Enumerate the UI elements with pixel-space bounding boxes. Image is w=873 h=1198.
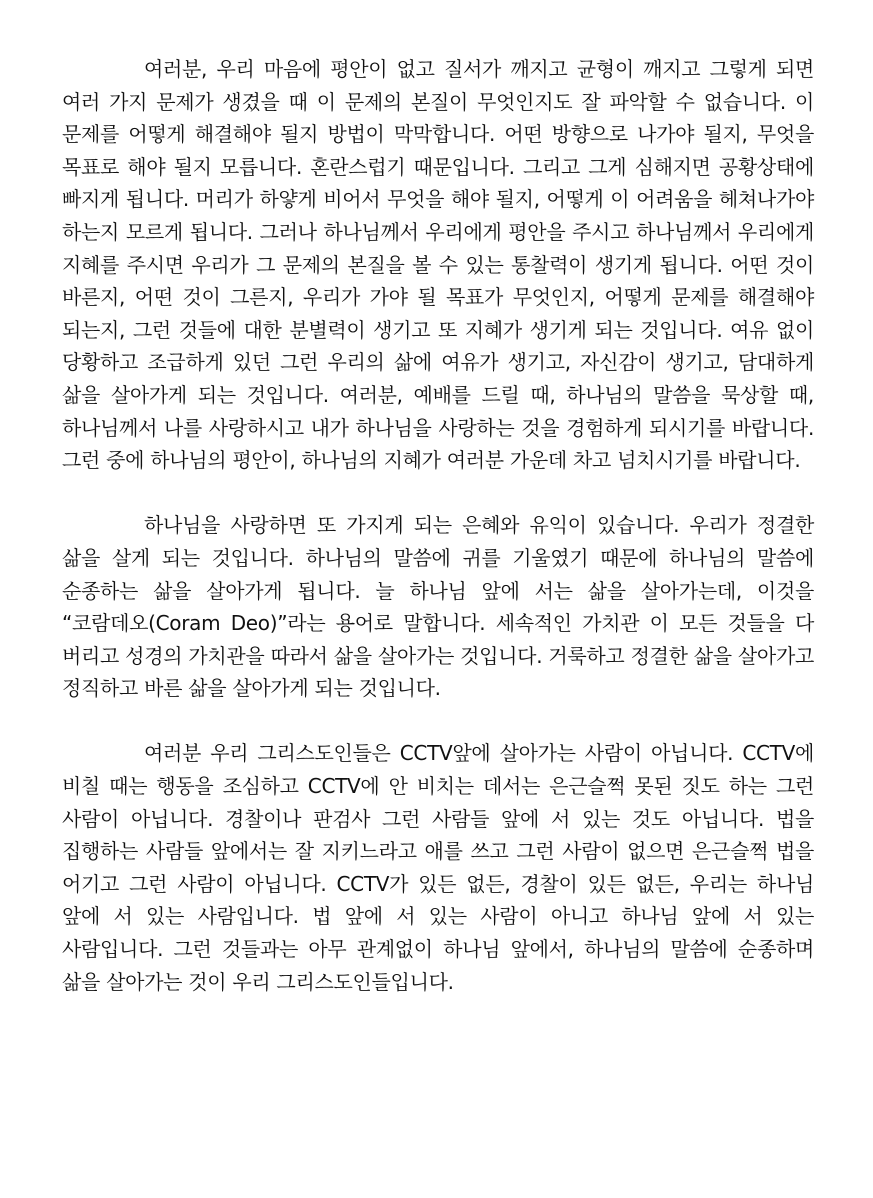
- paragraph-cctv: 여러분 우리 그리스도인들은 CCTV앞에 살아가는 사람이 아닙니다. CCTV에 비칠 때는 행동을 조심하고 CCTV에 안 비치는 데서는 은근슬쩍 못된 짓도 하는 그런 사람이 아닙니다. 경찰이나 판검사 그런 사람들 앞에 서 있는 것도 아닙니다. 법을 집행하는 사람들 앞에서는 잘 지키느라고 애를 쓰고 그런 사람이 없으면 은근슬쩍 법을 어기고 그런 사람이 아닙니다. CCTV가 있든 없든, 경찰이 있든 없든, 우리는 하나님 앞에 서 있는 사람입니다. 법 앞에 서 있는 사람이 아니고 하나님 앞에 서 있는 사람입니다. 그런 것들과는 아무 관계없이 하나님 앞에서, 하나님의 말씀에 순종하며 삶을 살아가는 것이 우리 그리스도인들입니다.: [62, 741, 814, 994]
- document-page: [62, 53, 814, 998]
- paragraph-coram-deo: 하나님을 사랑하면 또 가지게 되는 은혜와 유익이 있습니다. 우리가 정결한 삶을 살게 되는 것입니다. 하나님의 말씀에 귀를 기울였기 때문에 하나님의 말씀에 순종하는 삶을 살아가게 됩니다. 늘 하나님 앞에 서는 삶을 살아가는데, 이것을 “코람데오(Coram Deo)”라는 용어로 말합니다. 세속적인 가치관 이 모든 것들을 다 버리고 성경의 가치관을 따라서 삶을 살아가는 것입니다. 거룩하고 정결한 삶을 살아가고 정직하고 바른 삶을 살아가게 되는 것입니다.: [62, 513, 814, 701]
- paragraph-peace-and-wisdom: 여러분, 우리 마음에 평안이 없고 질서가 깨지고 균형이 깨지고 그렇게 되면 여러 가지 문제가 생겼을 때 이 문제의 본질이 무엇인지도 잘 파악할 수 없습니다. 이 문제를 어떻게 해결해야 될지 방법이 막막합니다. 어떤 방향으로 나가야 될지, 무엇을 목표로 해야 될지 모릅니다. 혼란스럽기 때문입니다. 그리고 그게 심해지면 공황상태에 빠지게 됩니다. 머리가 하얗게 비어서 무엇을 해야 될지, 어떻게 이 어려움을 헤쳐나가야 하는지 모르게 됩니다. 그러나 하나님께서 우리에게 평안을 주시고 하나님께서 우리에게 지혜를 주시면 우리가 그 문제의 본질을 볼 수 있는 통찰력이 생기게 됩니다. 어떤 것이 바른지, 어떤 것이 그른지, 우리가 가야 될 목표가 무엇인지, 어떻게 문제를 해결해야 되는지, 그런 것들에 대한 분별력이 생기고 또 지혜가 생기게 되는 것입니다. 여유 없이 당황하고 조급하게 있던 그런 우리의 삶에 여유가 생기고, 자신감이 생기고, 담대하게 삶을 살아가게 되는 것입니다. 여러분, 예배를 드릴 때, 하나님의 말씀을 묵상할 때, 하나님께서 나를 사랑하시고 내가 하나님을 사랑하는 것을 경험하게 되시기를 바랍니다. 그런 중에 하나님의 평안이, 하나님의 지혜가 여러분 가운데 차고 넘치시기를 바랍니다.: [62, 57, 814, 473]
